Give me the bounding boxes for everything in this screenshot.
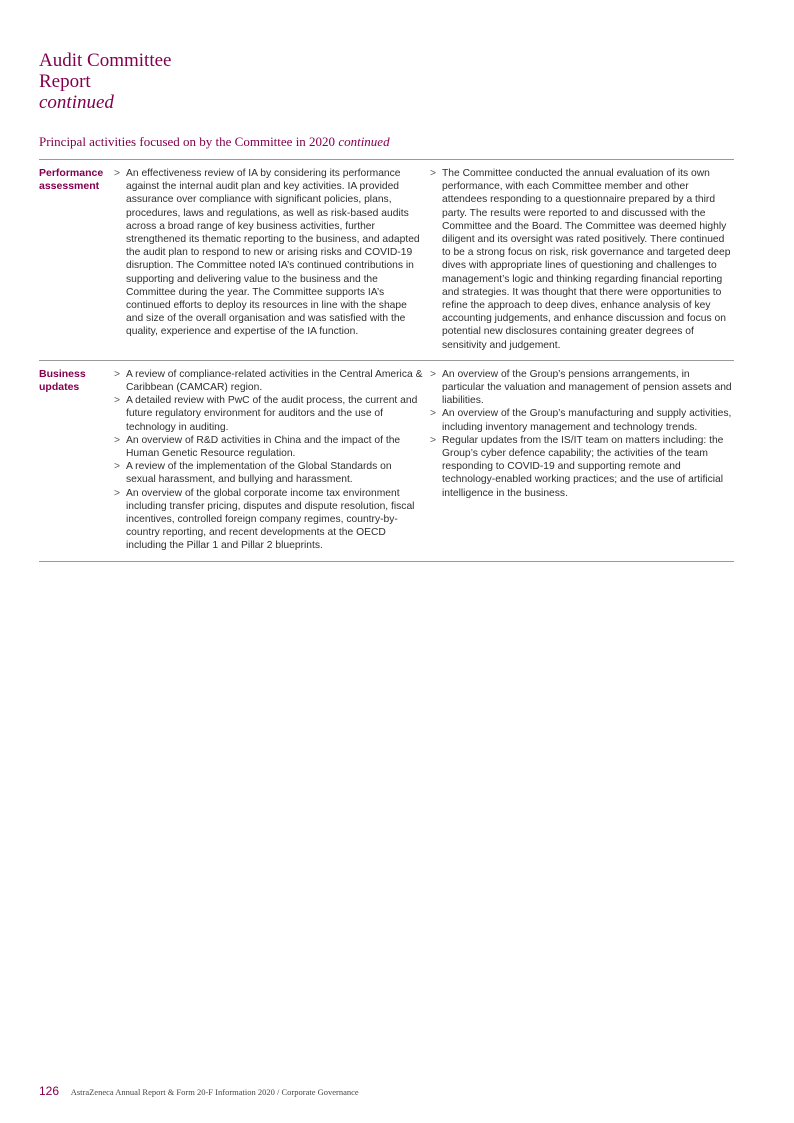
- row-label: [39, 368, 113, 553]
- activities-table: [39, 159, 734, 562]
- title-continued: continued: [39, 92, 114, 113]
- row-label-line: Performance: [39, 167, 104, 179]
- list-item: > Regular updates from the IS/IT team on matters including: the Group’s cyber defence capability; the activities of the team responding to COVID-19 and supporting remote and technology-enabled working practices; and the use of artificial intelligence in the business.: [429, 434, 734, 500]
- list-item: > An effectiveness review of IA by considering its performance against the internal audit plan and key activities. IA provided assurance over compliance with significant policies, plans, procedures, laws and regulations, as well as risk-based audits across a broad range of key business activities, further strengthened its thematic reporting to the business, and adapted the audit plan to respond to new or arising risks and COVID-19 disruption. The Committee noted IA’s continued contributions in supporting and delivering value to the business and the Committee during the year. The Committee supports IA’s continued efforts to deploy its resources in line with the shape and size of the overall organisation and was satisfied with the quality, experience and expertise of the IA function.: [113, 167, 423, 339]
- list-item: > The Committee conducted the annual evaluation of its own performance, with each Committee member and other attendees responding to a questionnaire prepared by a third party. The results were reported to and discussed with the Committee and the Board. The Committee was deemed highly diligent and its oversight was rated positively. There continued to be a strong focus on risk, risk governance and targeted deep dives with appropriate lines of questioning and challenges to management’s logic and thinking regarding financial reporting and strategies. It was thought that there were opportunities to refine the approach to deep dives, enhance analysis of key accounting judgements, and enhance discussion and focus on potential new disclosures containing greater degrees of sensitivity and judgement.: [429, 167, 734, 352]
- page-title: [39, 50, 171, 113]
- right-column: [429, 167, 734, 352]
- row-label-line: updates: [39, 381, 80, 394]
- footer-text: AstraZeneca Annual Report & Form 20-F Information 2020 / Corporate Governance: [70, 1087, 359, 1097]
- section-heading-continued: continued: [338, 134, 390, 149]
- left-column: [113, 167, 423, 352]
- right-column: [429, 368, 734, 553]
- title-line-1: Audit Committee: [39, 50, 172, 71]
- table-row-performance: [39, 159, 734, 360]
- list-item: > A review of compliance-related activities in the Central America & Caribbean (CAMCAR) region.: [113, 368, 423, 394]
- list-item: > An overview of R&D activities in China and the impact of the Human Genetic Resource regulation.: [113, 434, 423, 460]
- section-heading-text: Principal activities focused on by the Committee in 2020: [39, 134, 336, 149]
- list-item: > An overview of the global corporate income tax environment including transfer pricing, disputes and dispute resolution, fiscal incentives, controlled foreign company regimes, country-by-country reporting, and recent developments at the OECD including the Pillar 1 and Pillar 2 blueprints.: [113, 487, 423, 553]
- page-number: 126: [39, 1084, 60, 1098]
- list-item: > A detailed review with PwC of the audit process, the current and future regulatory environment for auditors and the use of technology in auditing.: [113, 394, 423, 434]
- list-item: > An overview of the Group’s manufacturing and supply activities, including inventory management and technology trends.: [429, 407, 734, 433]
- list-item: > An overview of the Group’s pensions arrangements, in particular the valuation and management of pension assets and liabilities.: [429, 368, 734, 408]
- row-label-line: assessment: [39, 180, 100, 193]
- page-footer: [39, 1084, 359, 1098]
- left-column: [113, 368, 423, 553]
- title-line-2: Report: [39, 71, 91, 92]
- row-label-line: Business: [39, 367, 86, 380]
- table-row-business: [39, 360, 734, 562]
- row-label: [39, 167, 113, 352]
- list-item: > A review of the implementation of the Global Standards on sexual harassment, and bullying and harassment.: [113, 460, 423, 486]
- section-heading: [39, 134, 390, 150]
